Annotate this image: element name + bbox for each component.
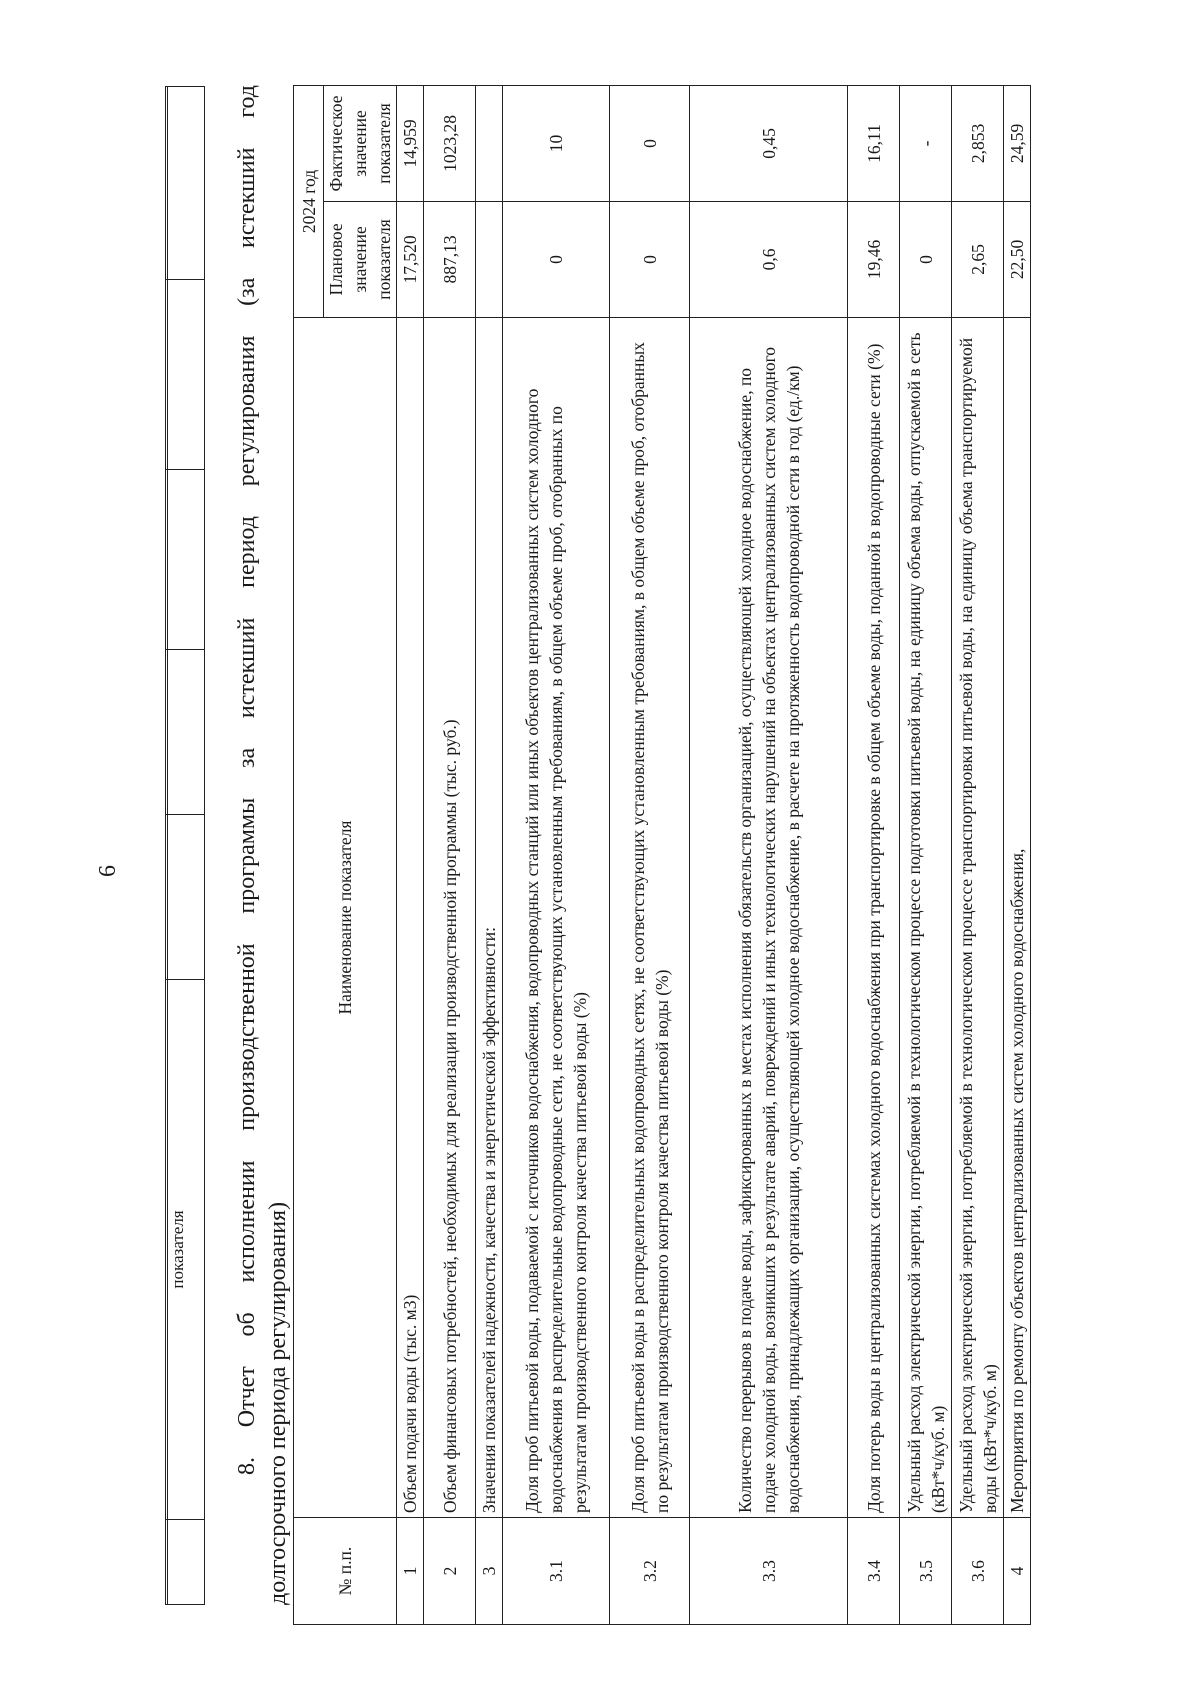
header-num: № п.п. (294, 1518, 397, 1625)
row-name: Мероприятия по ремонту объектов централизованных систем холодного водоснабжения, (1004, 317, 1031, 1517)
header-name: Наименование показателя (294, 317, 397, 1517)
prev-table-cell (167, 470, 204, 650)
row-name: Значения показателей надежности, качества и энергетической эффективности: (476, 317, 503, 1517)
row-num: 3.2 (610, 1518, 690, 1625)
header-actual: Фактическое значение показателя (324, 86, 397, 202)
table-row (503, 86, 610, 1625)
row-planned: 0,6 (690, 201, 848, 317)
row-name: Доля потерь воды в централизованных системах холодного водоснабжения при транспортировке в общем объеме воды, поданной в водопроводные сети (%) (848, 317, 900, 1517)
row-actual: 0 (610, 86, 690, 202)
row-name: Удельный расход электрической энергии, потребляемой в технологическом процессе транспортировки питьевой воды, на единицу объема транспортируемой воды (кВт*ч/куб. м) (952, 317, 1004, 1517)
row-actual (476, 86, 503, 202)
row-planned (476, 201, 503, 317)
prev-table-cell (167, 650, 204, 815)
row-actual: 16,11 (848, 86, 900, 202)
prev-table-cell-label: показателя (167, 980, 204, 1520)
row-num: 3 (476, 1518, 503, 1625)
row-num: 4 (1004, 1518, 1031, 1625)
table-row (397, 86, 424, 1625)
header-year: 2024 год (294, 86, 324, 318)
table-row (424, 86, 476, 1625)
prev-table-cell (167, 280, 204, 470)
row-num: 3.4 (848, 1518, 900, 1625)
row-planned: 17,520 (397, 201, 424, 317)
table-row (1004, 86, 1031, 1625)
row-num: 3.3 (690, 1518, 848, 1625)
row-actual: 0,45 (690, 86, 848, 202)
table-row (610, 86, 690, 1625)
section-heading (232, 85, 294, 1605)
row-name: Доля проб питьевой воды в распределительных водопроводных сетях, не соответствующих установленным требованиям, в общем объеме проб, отобранных по результатам производственного контроля качества питьевой воды (%) (610, 317, 690, 1517)
row-planned: 0 (503, 201, 610, 317)
row-num: 3.5 (900, 1518, 952, 1625)
row-planned: 2,65 (952, 201, 1004, 317)
row-name: Объем подачи воды (тыс. м3) (397, 317, 424, 1517)
row-num: 1 (397, 1518, 424, 1625)
prev-table-cell (167, 87, 204, 280)
row-planned: 19,46 (848, 201, 900, 317)
prev-table-cell (167, 815, 204, 980)
table-row (476, 86, 503, 1625)
table-row (690, 86, 848, 1625)
heading-line-2: долгосрочного периода регулирования) (265, 1201, 291, 1605)
header-planned: Плановое значение показателя (324, 201, 397, 317)
row-actual: 10 (503, 86, 610, 202)
row-name: Объем финансовых потребностей, необходимых для реализации производственной программы (тыс. руб.) (424, 317, 476, 1517)
row-planned: 0 (900, 201, 952, 317)
row-name: Удельный расход электрической энергии, потребляемой в технологическом процессе подготовки питьевой воды, на единицу объема воды, отпускаемой в сеть (кВт*ч/куб. м) (900, 317, 952, 1517)
production-program-report-table (293, 85, 1031, 1625)
row-actual: 24,59 (1004, 86, 1031, 202)
row-actual: 2,853 (952, 86, 1004, 202)
row-planned: 0 (610, 201, 690, 317)
heading-line-1: 8. Отчет об исполнении производственной программы за истекший период регулирования (за истекший год (234, 85, 260, 1475)
prev-table-cell (167, 1520, 204, 1605)
row-name: Доля проб питьевой воды, подаваемой с источников водоснабжения, водопроводных станций или иных объектов централизованных систем холодного водоснабжения в распределительные водопроводные сети, не соответствующих установленным требованиям, в общем объеме проб, отобранных по результатам производственного контроля качества питьевой воды (%) (503, 317, 610, 1517)
row-num: 3.1 (503, 1518, 610, 1625)
row-actual: 14,959 (397, 86, 424, 202)
table-row (952, 86, 1004, 1625)
row-name: Количество перерывов в подаче воды, зафиксированных в местах исполнения обязательств организацией, осуществляющей холодное водоснабжение, по подаче холодной воды, возникших в результате аварий, повреждений и иных технологических нарушений на объектах централизованных систем холодного водоснабжения, принадлежащих организации, осуществляющей холодное водоснабжение, в расчете на протяженность водопроводной сети в год (ед./км) (690, 317, 848, 1517)
row-actual: - (900, 86, 952, 202)
row-planned: 887,13 (424, 201, 476, 317)
table-row (848, 86, 900, 1625)
row-planned: 22,50 (1004, 201, 1031, 317)
row-num: 3.6 (952, 1518, 1004, 1625)
row-actual: 1023,28 (424, 86, 476, 202)
page-number: 6 (95, 865, 121, 877)
table-row (900, 86, 952, 1625)
previous-table-fragment (165, 86, 205, 1605)
row-num: 2 (424, 1518, 476, 1625)
